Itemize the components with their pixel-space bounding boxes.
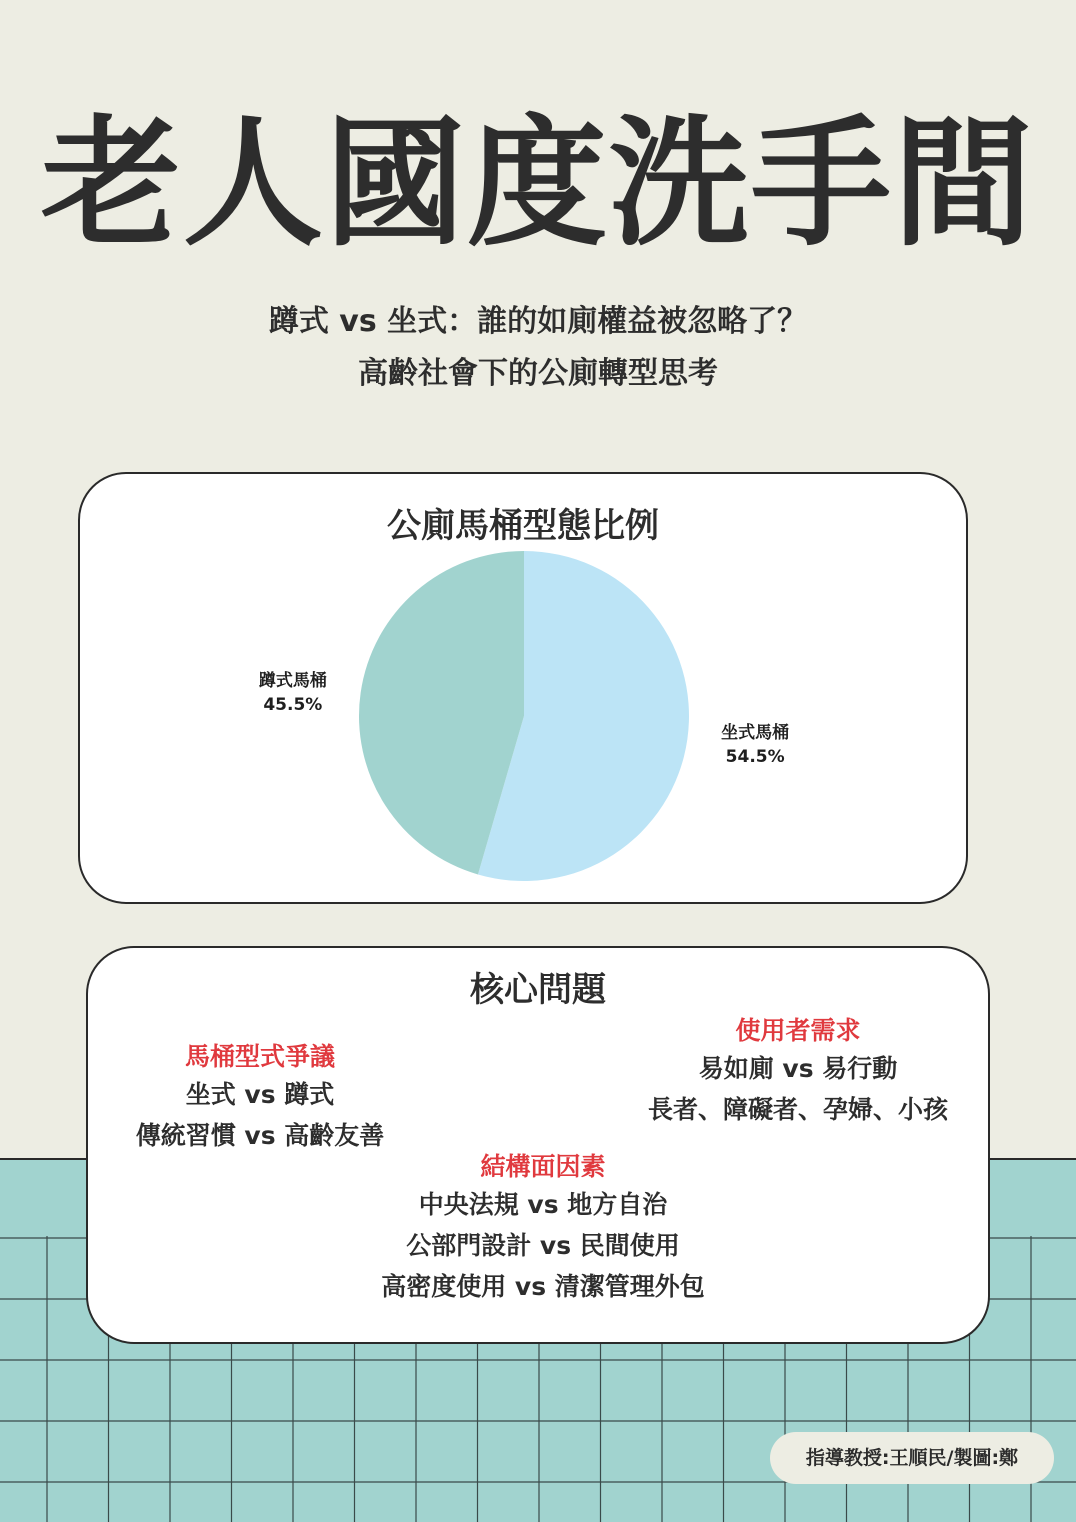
toilet-type-group bbox=[110, 1040, 410, 1156]
page-title: 老人國度洗手間 bbox=[40, 103, 1035, 266]
pie-chart bbox=[80, 474, 966, 902]
subtitle-line-2: 高齡社會下的公廁轉型思考 bbox=[358, 356, 718, 391]
user-needs-line: 長者、障礙者、孕婦、小孩 bbox=[647, 1095, 948, 1124]
structural-group bbox=[318, 1150, 768, 1307]
toilet-type-line: 坐式 vs 蹲式 bbox=[185, 1080, 335, 1109]
structural-line: 中央法規 vs 地方自治 bbox=[418, 1190, 668, 1219]
toilet-type-line: 傳統習慣 vs 高齡友善 bbox=[135, 1121, 385, 1150]
user-needs-line: 易如廁 vs 易行動 bbox=[698, 1054, 898, 1083]
chart-card bbox=[78, 472, 968, 904]
pie-slice-label: 蹲式馬桶 bbox=[258, 670, 327, 691]
chart-title: 公廁馬桶型態比例 bbox=[387, 506, 659, 546]
user-needs-group bbox=[618, 1014, 978, 1130]
pie-slice-label: 坐式馬桶 bbox=[721, 723, 790, 744]
structural-heading: 結構面因素 bbox=[480, 1152, 606, 1181]
issues-card bbox=[86, 946, 990, 1344]
structural-line: 公部門設計 vs 民間使用 bbox=[406, 1231, 680, 1260]
user-needs-heading: 使用者需求 bbox=[735, 1016, 861, 1045]
toilet-type-heading: 馬桶型式爭議 bbox=[184, 1042, 335, 1071]
subtitle-line-1: 蹲式 vs 坐式：誰的如廁權益被忽略了？ bbox=[268, 304, 808, 339]
structural-line: 高密度使用 vs 清潔管理外包 bbox=[381, 1272, 705, 1301]
issues-title: 核心問題 bbox=[470, 970, 606, 1010]
credit-badge: 指導教授:王順民/製圖:鄭 bbox=[770, 1432, 1054, 1484]
pie-slice-value-label: 54.5% bbox=[725, 747, 785, 768]
pie-slice-value-label: 45.5% bbox=[263, 694, 323, 715]
